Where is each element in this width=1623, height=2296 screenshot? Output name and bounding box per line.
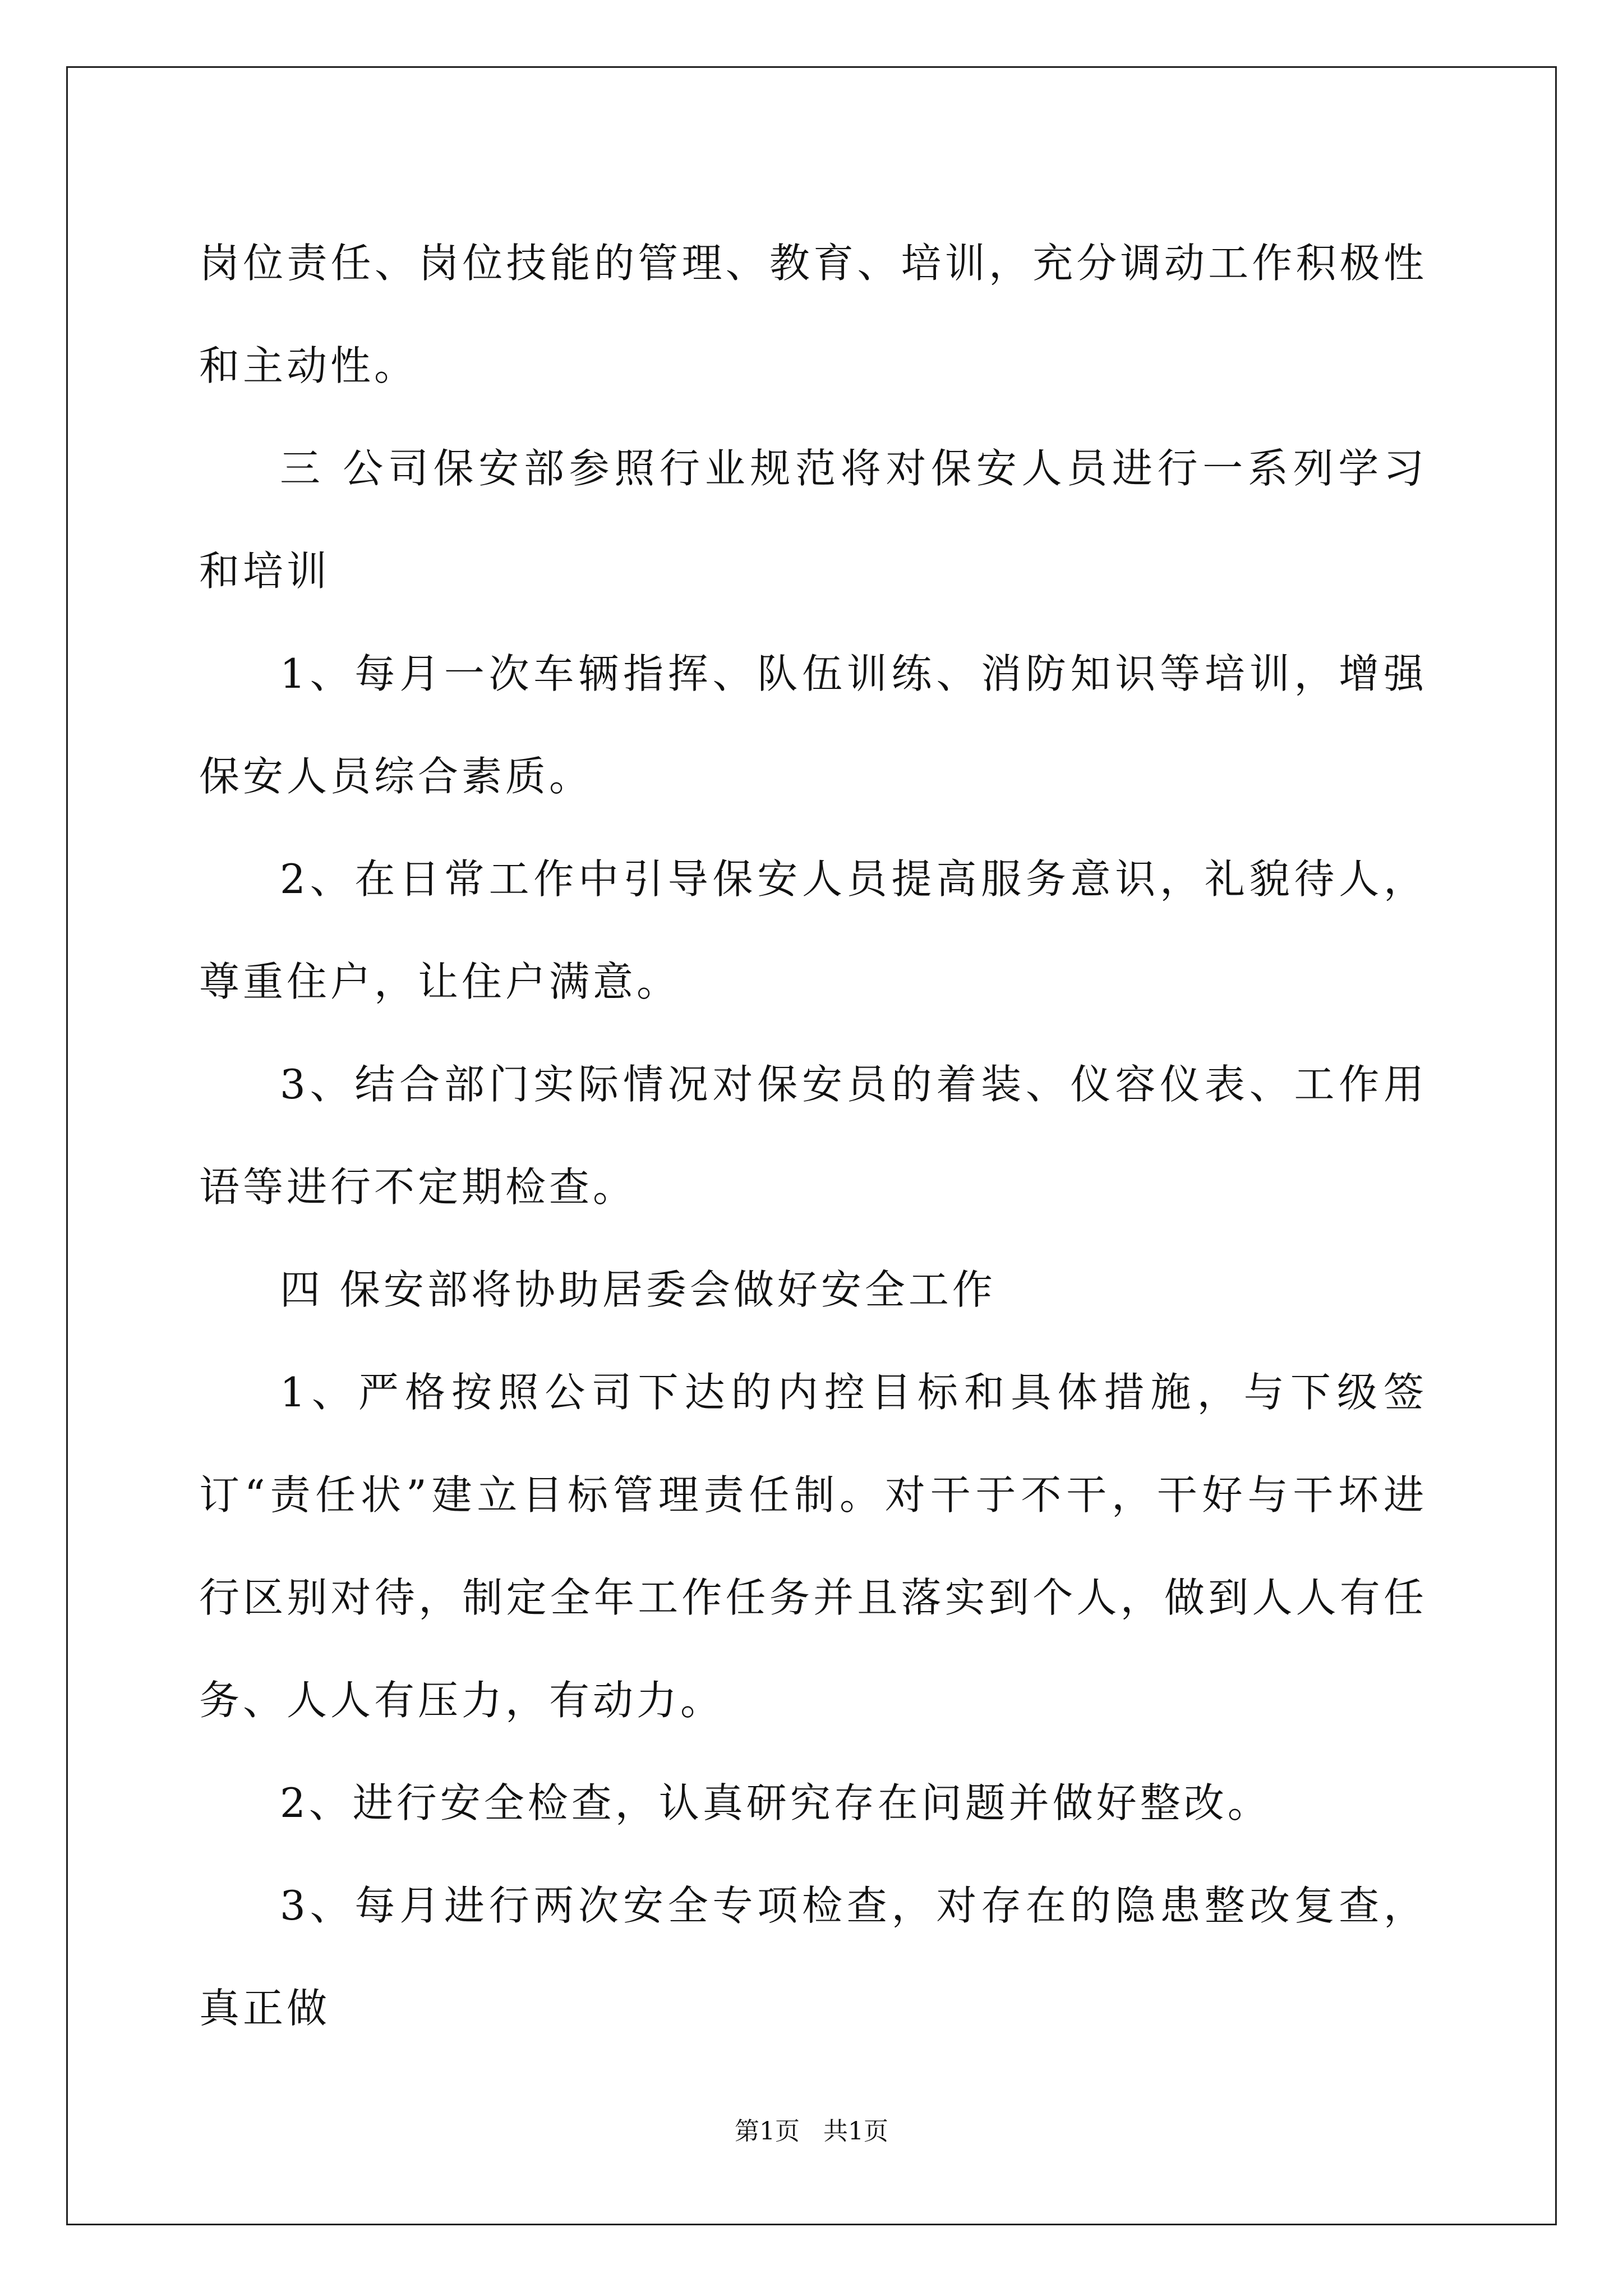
paragraph-continuation: 岗位责任、岗位技能的管理、教育、培训，充分调动工作积极性和主动性。 [199, 240, 1427, 389]
paragraph-item: 2、进行安全检查，认真研究存在问题并做好整改。 [280, 1779, 1271, 1826]
page-number-footer: 第1页 共1页 [735, 2117, 888, 2146]
paragraph-item: 1、严格按照公司下达的内控目标和具体措施，与下级签订“责任状”建立目标管理责任制。对干于不干，干好与干坏进行区别对待，制定全年工作任务并且落实到个人，做到人人有任务、人人有压力，有动力。 [199, 1369, 1427, 1724]
document-body [199, 212, 1427, 2060]
paragraph-item: 3、每月进行两次安全专项检查，对存在的隐患整改复查，真正做 [199, 1882, 1427, 2032]
paragraph-item: 2、在日常工作中引导保安人员提高服务意识，礼貌待人，尊重住户，让住户满意。 [199, 855, 1427, 1005]
paragraph-item: 3、结合部门实际情况对保安员的着装、仪容仪表、工作用语等进行不定期检查。 [199, 1061, 1427, 1211]
section-heading-four: 四 保安部将协助居委会做好安全工作 [280, 1266, 996, 1313]
section-heading-three: 三 公司保安部参照行业规范将对保安人员进行一系列学习和培训 [199, 445, 1427, 595]
paragraph-item: 1、每月一次车辆指挥、队伍训练、消防知识等培训，增强保安人员综合素质。 [199, 650, 1427, 800]
